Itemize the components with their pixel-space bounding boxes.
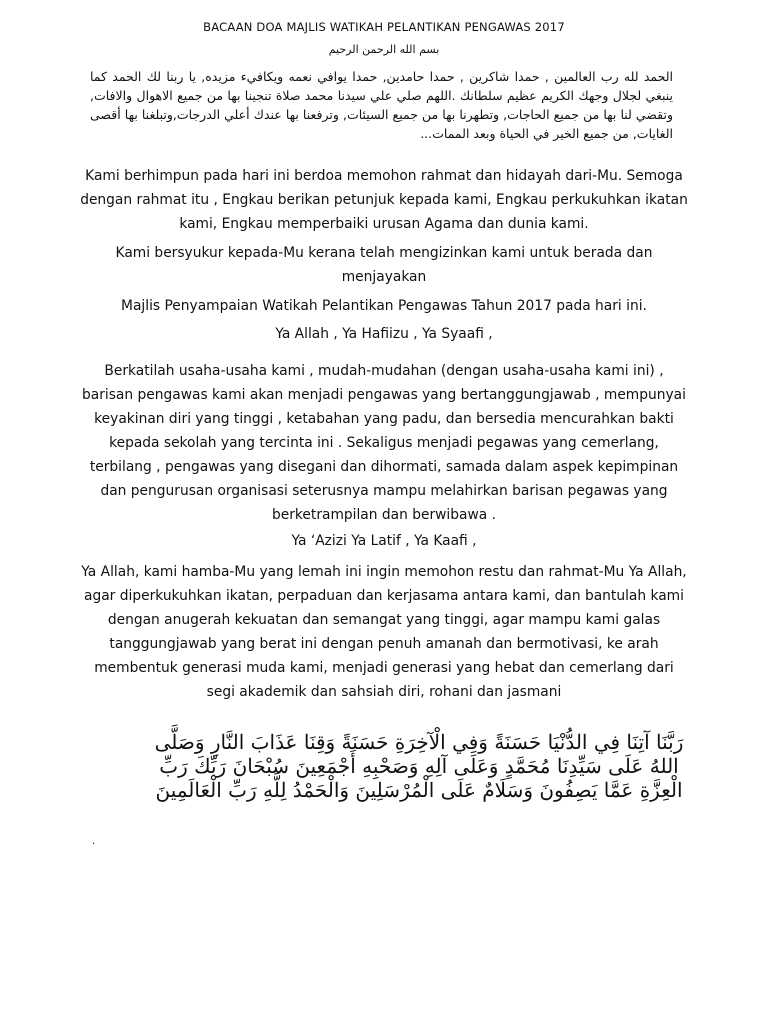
paragraph-event: Majlis Penyampaian Watikah Pelantikan Pengawas Tahun 2017 pada hari ini. (121, 298, 647, 314)
invocation-first: Ya Allah , Ya Hafiizu , Ya Syaafi , (275, 326, 493, 342)
arabic-opening-prayer: الحمد لله رب العالمين , حمدا شاكرين , حمدا حامدين, حمدا يوافي نعمه ويكافيء مزيده, يا ربنا لك الحمد كما ينبغي لجلال وجهك الكريم عظيم سلطانك .اللهم صلي علي سيدنا محمد صلاة تنجينا بها من جميع الاهوال والافات, وتقضي لنا بها من جميع الحاجات, وتطهرنا بها من جميع السيئات, وترفعنا بها عندك أعلي الدرجات,وتبلغنا بها أقصى الغايات, من جميع الخير في الحياة وبعد الممات... (90, 69, 673, 141)
paragraph-blessing: Berkatilah usaha-usaha kami , mudah-mudahan (dengan usaha-usaha kami ini) , barisan pengawas kami akan menjadi pengawas yang bertanggungjawab , mempunyai keyakinan diri yang tinggi , ketabahan yang padu, dan bersedia mencurahkan bakti kepada sekolah yang tercinta ini . Sekaligus menjadi pegawas yang cemerlang, terbilang , pengawas yang disegani dan dihormati, samada dalam aspek kepimpinan dan pengurusan organisasi seterusnya mampu melahirkan barisan pegawas yang berketrampilan dan berwibawa . (82, 363, 686, 523)
document-title: BACAAN DOA MAJLIS WATIKAH PELANTIKAN PENGAWAS 2017 (203, 20, 565, 34)
paragraph-plea: Ya Allah, kami hamba-Mu yang lemah ini ingin memohon restu dan rahmat-Mu Ya Allah, agar diperkukuhkan ikatan, perpaduan dan kerjasama antara kami, dan bantulah kami dengan anugerah kekuatan dan semangat yang tinggi, agar mampu kami galas tanggungjawab yang berat ini dengan penuh amanah dan bermotivasi, ke arah membentuk generasi muda kami, menjadi generasi yang hebat dan cemerlang dari segi akademik dan sahsiah diri, rohani dan jasmani (81, 564, 687, 700)
paragraph-gathering: Kami berhimpun pada hari ini berdoa memohon rahmat dan hidayah dari-Mu. Semoga dengan rahmat itu , Engkau berikan petunjuk kepada kami, Engkau perkukuhkan ikatan kami, Engkau memperbaiki urusan Agama dan dunia kami. (80, 168, 688, 232)
quranic-closing-prayer: رَبَّنَا آتِنَا فِي الدُّنْيَا حَسَنَةً وَفِي الْآخِرَةِ حَسَنَةً وَقِنَا عَذَابَ النَّارِ وَصَلَّى اللهُ عَلَى سَيِّدِنَا مُحَمَّدٍ وَعَلَى آلِهِ وَصَحْبِهِ أَجْمَعِينَ سُبْحَانَ رَبِّكَ رَبِّ الْعِزَّةِ عَمَّا يَصِفُونَ وَسَلَامٌ عَلَى الْمُرْسَلِينَ وَالْحَمْدُ لِلَّهِ رَبِّ الْعَالَمِينَ (154, 730, 684, 802)
trailing-mark: . (92, 836, 96, 847)
bismillah-line: بسم الله الرحمن الرحيم (328, 43, 440, 56)
paragraph-gratitude: Kami bersyukur kepada-Mu kerana telah mengizinkan kami untuk berada dan menjayakan (115, 245, 653, 285)
invocation-second: Ya ‘Azizi Ya Latif , Ya Kaafi , (291, 533, 477, 549)
